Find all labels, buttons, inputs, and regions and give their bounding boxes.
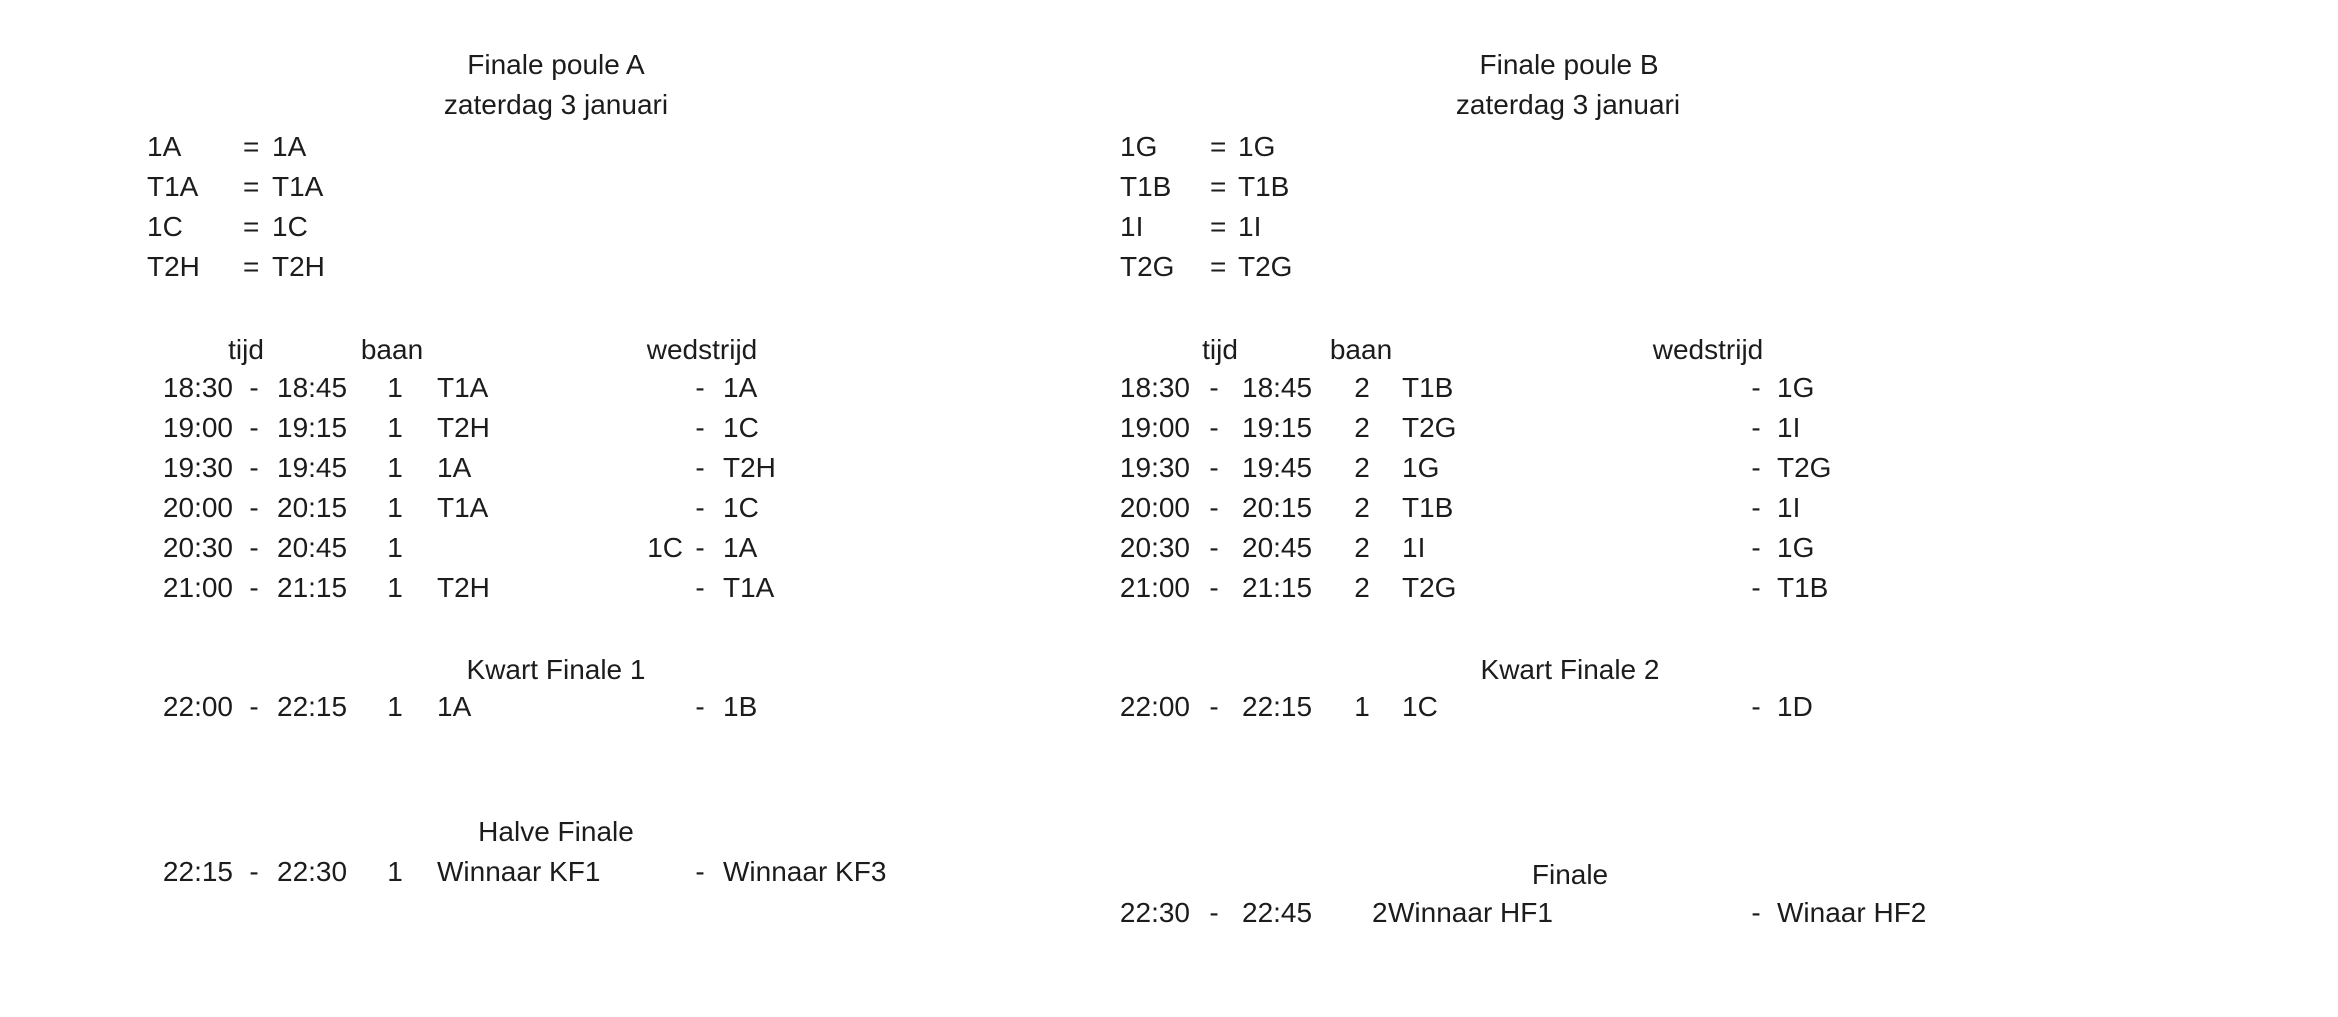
home-team: T1B — [1402, 372, 1454, 403]
time-separator: - — [249, 372, 259, 403]
time-separator: - — [249, 572, 259, 603]
away-team: 1I — [1777, 492, 1801, 523]
time-separator: - — [1209, 532, 1219, 563]
time-separator: - — [1209, 897, 1219, 928]
equals-sign: = — [1210, 211, 1227, 242]
match-separator: - — [695, 572, 705, 603]
away-team: 1B — [723, 691, 758, 722]
home-team: 1C — [647, 532, 683, 563]
time-separator: - — [249, 412, 259, 443]
legend-term: T2G — [1120, 251, 1175, 282]
section-title: Kwart Finale 1 — [466, 654, 646, 685]
equals-sign: = — [243, 131, 260, 162]
legend-term: 1C — [147, 211, 183, 242]
lane-number: 1 — [387, 412, 403, 443]
away-team: Winaar HF2 — [1777, 897, 1927, 928]
away-team: 1C — [723, 492, 759, 523]
match-end-time: 20:15 — [277, 492, 348, 523]
lane-number: 2 — [1354, 452, 1370, 483]
equals-sign: = — [1210, 251, 1227, 282]
pool-subtitle: zaterdag 3 januari — [1455, 89, 1681, 120]
match-end-time: 20:45 — [1242, 532, 1313, 563]
match-start-time: 22:15 — [162, 856, 233, 887]
match-separator: - — [1751, 532, 1761, 563]
away-team: T2G — [1777, 452, 1832, 483]
away-team: 1I — [1777, 412, 1801, 443]
section-title: Kwart Finale 2 — [1480, 654, 1660, 685]
legend-term: 1A — [147, 131, 182, 162]
legend-term: T1A — [147, 171, 199, 202]
lane-number: 1 — [387, 452, 403, 483]
home-team: T1A — [437, 372, 489, 403]
time-separator: - — [1209, 372, 1219, 403]
match-separator: - — [1751, 492, 1761, 523]
lane-number: 2 — [1354, 532, 1370, 563]
home-team: T1B — [1402, 492, 1454, 523]
time-separator: - — [249, 452, 259, 483]
away-team: Winnaar KF3 — [723, 856, 887, 887]
match-end-time: 22:15 — [1242, 691, 1313, 722]
lane-number: 2 — [1354, 372, 1370, 403]
time-separator: - — [249, 532, 259, 563]
legend-value: T2H — [272, 251, 325, 282]
match-separator: - — [695, 691, 705, 722]
match-separator: - — [1751, 897, 1761, 928]
match-separator: - — [695, 492, 705, 523]
lane-number: 1 — [387, 691, 403, 722]
time-separator: - — [249, 492, 259, 523]
legend-term: T1B — [1120, 171, 1172, 202]
match-end-time: 19:45 — [1242, 452, 1313, 483]
equals-sign: = — [1210, 131, 1227, 162]
equals-sign: = — [243, 171, 260, 202]
match-start-time: 22:00 — [162, 691, 233, 722]
match-start-time: 18:30 — [162, 372, 233, 403]
legend-value: 1C — [272, 211, 308, 242]
legend-value: 1I — [1238, 211, 1262, 242]
home-team: 1C — [1402, 691, 1438, 722]
match-start-time: 18:30 — [1119, 372, 1190, 403]
match-separator: - — [695, 856, 705, 887]
match-start-time: 21:00 — [1119, 572, 1190, 603]
away-team: 1C — [723, 412, 759, 443]
match-separator: - — [1751, 372, 1761, 403]
match-start-time: 22:30 — [1119, 897, 1190, 928]
match-end-time: 20:45 — [277, 532, 348, 563]
match-end-time: 21:15 — [277, 572, 348, 603]
lane-number: 1 — [387, 572, 403, 603]
legend-value: T1B — [1238, 171, 1290, 202]
home-team: T2G — [1402, 412, 1457, 443]
match-end-time: 18:45 — [1242, 372, 1313, 403]
lane-number: 1 — [387, 492, 403, 523]
section-title: Finale — [1531, 859, 1609, 890]
home-team: Winnaar HF1 — [1388, 897, 1553, 928]
col-header-time: tijd — [228, 334, 264, 365]
match-start-time: 19:30 — [162, 452, 233, 483]
lane-number: 1 — [387, 372, 403, 403]
match-start-time: 20:30 — [162, 532, 233, 563]
time-separator: - — [1209, 452, 1219, 483]
legend-value: T1A — [272, 171, 324, 202]
home-team: T2H — [437, 572, 490, 603]
time-separator: - — [1209, 572, 1219, 603]
pool-subtitle: zaterdag 3 januari — [443, 89, 669, 120]
col-header-lane: baan — [1329, 334, 1393, 365]
lane-number: 1 — [387, 856, 403, 887]
match-end-time: 19:45 — [277, 452, 348, 483]
legend-value: 1A — [272, 131, 307, 162]
time-separator: - — [1209, 412, 1219, 443]
match-start-time: 20:00 — [162, 492, 233, 523]
time-separator: - — [1209, 492, 1219, 523]
away-team: 1D — [1777, 691, 1813, 722]
match-end-time: 22:45 — [1242, 897, 1313, 928]
legend-value: 1G — [1238, 131, 1276, 162]
time-separator: - — [1209, 691, 1219, 722]
match-separator: - — [695, 452, 705, 483]
legend-value: T2G — [1238, 251, 1293, 282]
match-start-time: 21:00 — [162, 572, 233, 603]
legend-term: T2H — [147, 251, 200, 282]
away-team: 1A — [723, 372, 758, 403]
home-team: T2H — [437, 412, 490, 443]
home-team: T1A — [437, 492, 489, 523]
pool-title: Finale poule A — [467, 49, 645, 80]
home-team: T2G — [1402, 572, 1457, 603]
away-team: T1B — [1777, 572, 1829, 603]
col-header-lane: baan — [360, 334, 424, 365]
legend-term: 1I — [1120, 211, 1144, 242]
match-end-time: 21:15 — [1242, 572, 1313, 603]
match-end-time: 18:45 — [277, 372, 348, 403]
home-team: Winnaar KF1 — [437, 856, 601, 887]
lane-number: 2 — [1354, 412, 1370, 443]
time-separator: - — [249, 856, 259, 887]
match-start-time: 20:30 — [1119, 532, 1190, 563]
away-team: 1A — [723, 532, 758, 563]
home-team: 1A — [437, 691, 472, 722]
match-start-time: 19:30 — [1119, 452, 1190, 483]
pool-title: Finale poule B — [1479, 49, 1659, 80]
match-start-time: 20:00 — [1119, 492, 1190, 523]
equals-sign: = — [243, 211, 260, 242]
section-title: Halve Finale — [478, 816, 634, 847]
match-separator: - — [1751, 691, 1761, 722]
lane-number: 2 — [1354, 572, 1370, 603]
away-team: 1G — [1777, 372, 1815, 403]
away-team: 1G — [1777, 532, 1815, 563]
equals-sign: = — [1210, 171, 1227, 202]
lane-number: 2 — [1372, 897, 1388, 928]
match-separator: - — [1751, 412, 1761, 443]
match-end-time: 19:15 — [1242, 412, 1313, 443]
match-end-time: 19:15 — [277, 412, 348, 443]
home-team: 1I — [1402, 532, 1426, 563]
match-end-time: 22:30 — [277, 856, 348, 887]
away-team: T2H — [723, 452, 776, 483]
col-header-time: tijd — [1202, 334, 1238, 365]
match-start-time: 19:00 — [1119, 412, 1190, 443]
col-header-match: wedstrijd — [1652, 334, 1764, 365]
match-separator: - — [695, 412, 705, 443]
match-separator: - — [695, 532, 705, 563]
lane-number: 2 — [1354, 492, 1370, 523]
match-separator: - — [695, 372, 705, 403]
equals-sign: = — [243, 251, 260, 282]
match-start-time: 19:00 — [162, 412, 233, 443]
match-separator: - — [1751, 452, 1761, 483]
lane-number: 1 — [387, 532, 403, 563]
match-end-time: 20:15 — [1242, 492, 1313, 523]
lane-number: 1 — [1354, 691, 1370, 722]
match-separator: - — [1751, 572, 1761, 603]
home-team: 1A — [437, 452, 472, 483]
match-end-time: 22:15 — [277, 691, 348, 722]
match-start-time: 22:00 — [1119, 691, 1190, 722]
time-separator: - — [249, 691, 259, 722]
col-header-match: wedstrijd — [646, 334, 758, 365]
legend-term: 1G — [1120, 131, 1158, 162]
away-team: T1A — [723, 572, 775, 603]
home-team: 1G — [1402, 452, 1440, 483]
